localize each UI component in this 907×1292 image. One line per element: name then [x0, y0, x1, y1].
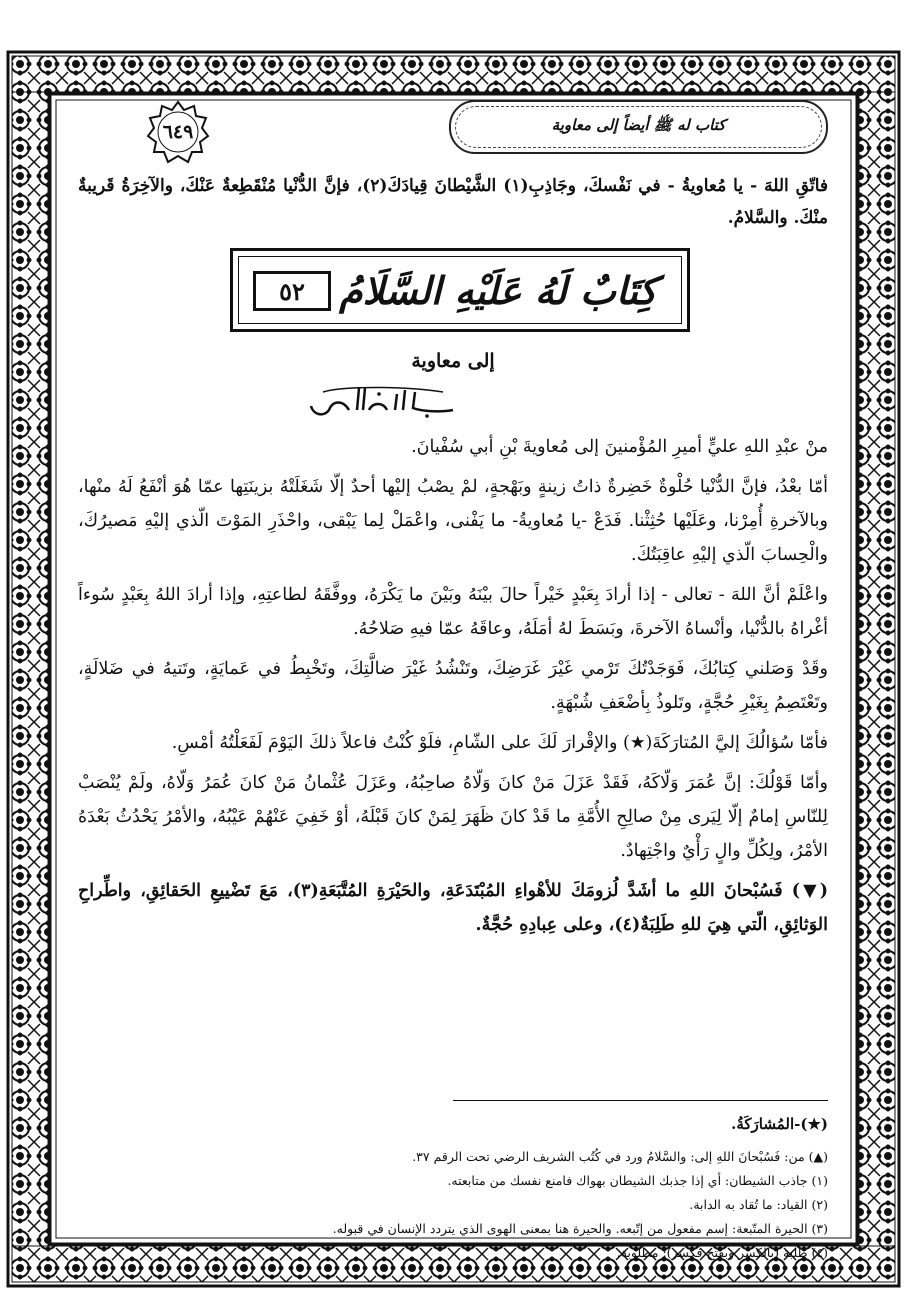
- running-header: [449, 100, 828, 154]
- body-paragraph: وقَدْ وَصَلني كِتابُكَ، فَوَجَدْتُكَ تَرْمي غَيْرَ غَرَضِكَ، وتَنْشُدُ غَيْرَ ضالَّتِكَ، وتَخْبِطُ في عَمايَةٍ، وتَتيهُ في ضَلالَةٍ، وتَعْتَصِمُ بِغَيْرِ حُجَّةٍ، وتَلوذُ بِأضْعَفِ شُبْهَةٍ.: [78, 659, 828, 713]
- letter-number: ٥٢: [253, 271, 331, 311]
- body-paragraph: (▼) فَسُبْحانَ اللهِ ما أشَدَّ لُزومَكَ للأهْواءِ المُبْتَدَعَةِ، والحَيْرَةِ المُتَّبَعَةِ(٣)، مَعَ تَضْييعِ الحَقائِقِ، واطِّراحِ الوَثائِقِ، الّتي هِيَ للهِ طَلِبَةٌ(٤)، وعلى عِبادِهِ حُجَّةٌ.: [78, 881, 828, 935]
- body-paragraph: واعْلَمْ أنَّ اللهَ - تعالى - إذا أرادَ بِعَبْدٍ خَيْراً حالَ بيْنَهُ وبَيْنَ ما يَكْرَهُ، ووفَّقَهُ لطاعتِهِ، وإذا أرادَ اللهُ بِعَبْدٍ سُوءاً أغْراهُ بالدُّنْيا، وأنْساهُ الآخرةَ، وبَسَطَ لهُ أمَلَهُ، وعاقَهُ عمّا فيهِ صَلاحُهُ.: [78, 585, 828, 639]
- footnote-item: (٣) الحيرة المتّبعة: إسم مفعول من إتّبعه. والحيرة هنا بمعنى الهوى الذي يتردد الإنسان في قبوله.: [332, 1221, 828, 1236]
- body-paragraph: وأمّا قَوْلُكَ: إنَّ عُمَرَ وَلّاكَهُ، فَقَدْ عَزَلَ مَنْ كانَ وَلّاهُ صاحِبُهُ، وعَزَلَ عُثْمانُ مَنْ كانَ عُمَرُ وَلّاهُ، ولَمْ يُنْصَبْ لِلنّاسِ إمامٌ إلّا لِيَرى مِنْ صالِحِ الأُمَّةِ ما قَدْ كانَ ظَهَرَ لِمَنْ كانَ قَبْلَهُ، أوْ خَفِيَ عَنْهُمْ عَيْبُهُ، والأمْرُ يَحْدُثُ بَعْدَهُ الأمْرُ، ولِكُلِّ والٍ رَأْيٌ واجْتِهادٌ.: [78, 773, 828, 861]
- body-paragraph: فأمّا سُؤالُكَ إليَّ المُتارَكَةَ(★) والإقْرارَ لَكَ على الشّامِ، فلَوْ كُنْتُ فاعلاً ذلكَ اليَوْمَ لَفَعَلْتُهُ أمْسِ.: [171, 733, 828, 753]
- intro-paragraph: فاتّقِ اللهَ - يا مُعاويةُ - في نَفْسكَ، وجَاذِبِ(١) الشَّيْطانَ قِيادَكَ(٢)، فإنَّ الدُّنْيا مُنْقَطِعةٌ عَنْكَ، والآخِرَةُ قَريبةٌ منْكَ. والسَّلامُ.: [78, 176, 828, 228]
- letter-body: [78, 430, 828, 948]
- footnote-item: (٢) القياد: ما تُقاد به الدابة.: [689, 1197, 828, 1212]
- letter-title-box: [230, 248, 690, 332]
- footnote-lead: (★)-المُشارَكَةُ.: [731, 1115, 828, 1133]
- letter-recipient: إلى معاوية: [411, 350, 495, 372]
- letter-title: كِتَابٌ لَهُ عَلَيْهِ السَّلَامُ: [339, 268, 657, 313]
- footnote-item: (٤) طلبة (بالكسر وبفتح فكسر): مطلوبة.: [616, 1245, 828, 1260]
- page-number-badge: [146, 100, 210, 164]
- body-paragraph: أمّا بعْدُ، فإنَّ الدُّنْيا حُلْوةٌ خَضِرةٌ ذاتُ زينةٍ وبَهْجةٍ، لمْ يصْبُ إليْها أحدٌ إلّا شَغَلَتْهُ بزينَتِها عمّا هُوَ أنْفَعُ لَهُ منْها، وبالآخرةِ أُمِرْنا، وعَلَيْها حُثِثْنا. فَدَعْ -يا مُعاويةُ- ما يَفْنى، واعْمَلْ لِما يَبْقى، واحْذَرِ المَوْتَ الّذي إليْهِ مَصيرُكَ، والْحِسابَ الّذي إليْهِ عاقِبَتُكَ.: [78, 477, 828, 565]
- page-content: [78, 100, 828, 1260]
- basmala-calligraphy: [303, 382, 463, 422]
- body-paragraph: منْ عبْدِ اللهِ عليٍّ أميرِ المُؤْمنينَ إلى مُعاويةَ بْنِ أبي سُفْيانَ.: [411, 437, 828, 457]
- footnotes-divider: [453, 1100, 828, 1101]
- footnotes-list: [78, 1145, 828, 1265]
- footnote-item: (▲) من: فَسُبْحانَ اللهِ إلى: والسَّلامُ ورد في كُتُب الشريف الرضي تحت الرقم ٣٧.: [412, 1149, 828, 1164]
- running-title: كتاب له ﷺ أيضاً إلى معاوية: [551, 116, 726, 134]
- footnote-item: (١) جاذب الشيطان: أي إذا جذبك الشيطان بهواك فامنع نفسك من متابعته.: [447, 1173, 828, 1188]
- page-number: ٦٤٩: [162, 121, 194, 143]
